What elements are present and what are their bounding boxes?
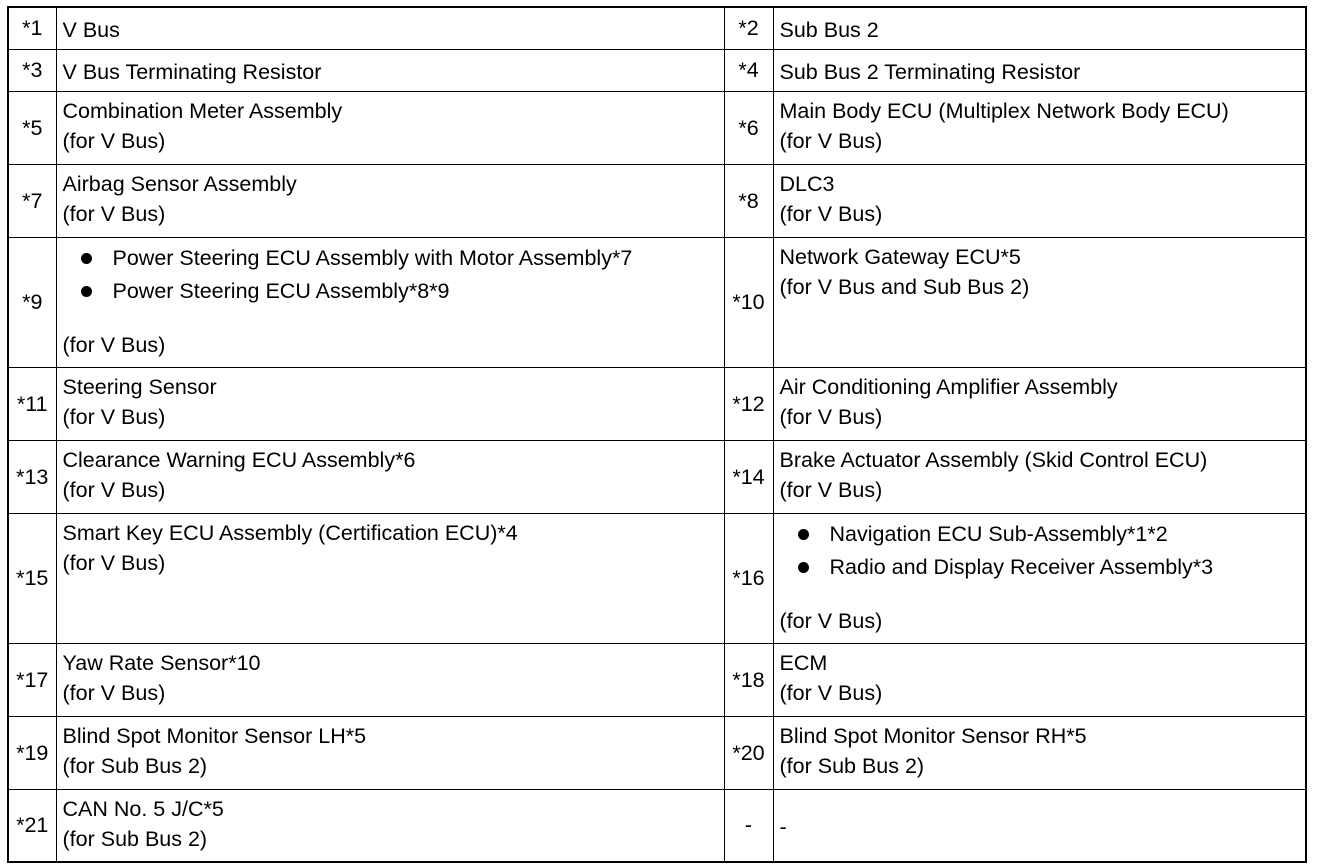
component-name: DLC3	[779, 171, 835, 196]
table-row	[8, 643, 1306, 716]
callout-number: *15	[8, 513, 56, 643]
bus-note: (for V Bus)	[62, 201, 166, 226]
component-description	[773, 513, 1306, 643]
table-row	[8, 7, 1306, 49]
component-description	[56, 367, 724, 440]
callout-number: *1	[8, 7, 56, 49]
component-name: V Bus	[62, 18, 120, 43]
bus-note: (for V Bus)	[62, 332, 166, 357]
bus-note: (for V Bus)	[62, 550, 166, 575]
callout-number: *16	[724, 513, 773, 643]
callout-number: *13	[8, 440, 56, 513]
component-name: V Bus Terminating Resistor	[62, 60, 322, 84]
callout-number: *17	[8, 643, 56, 716]
bus-note: (for V Bus)	[62, 477, 166, 502]
component-name: Brake Actuator Assembly (Skid Control ECU)	[779, 447, 1208, 472]
component-description	[56, 49, 724, 91]
component-name: Airbag Sensor Assembly	[62, 171, 297, 196]
callout-number: *3	[8, 49, 56, 91]
component-name: Steering Sensor	[62, 374, 217, 399]
bus-note: (for V Bus)	[779, 608, 883, 633]
bullet-list	[780, 518, 1300, 584]
component-description	[773, 789, 1306, 862]
component-description	[773, 7, 1306, 49]
component-name: -	[779, 815, 787, 840]
callout-number: *4	[724, 49, 773, 91]
component-name: Sub Bus 2 Terminating Resistor	[779, 60, 1081, 84]
callout-number: *19	[8, 716, 56, 789]
component-description	[56, 789, 724, 862]
component-description	[773, 367, 1306, 440]
callout-number: -	[724, 789, 773, 862]
bullet-list	[63, 242, 718, 308]
bus-note: (for V Bus)	[779, 201, 883, 226]
legend-body	[8, 7, 1306, 862]
component-description	[773, 643, 1306, 716]
callout-number: *5	[8, 91, 56, 164]
component-name: Sub Bus 2	[779, 18, 879, 43]
component-description	[56, 164, 724, 237]
component-name: Combination Meter Assembly	[62, 98, 343, 123]
table-row	[8, 91, 1306, 164]
component-name: Blind Spot Monitor Sensor LH*5	[62, 723, 367, 748]
bullet-item: Power Steering ECU Assembly with Motor Assembly*7	[75, 242, 718, 275]
component-description	[56, 513, 724, 643]
component-description	[773, 237, 1306, 367]
callout-number: *10	[724, 237, 773, 367]
bus-note: (for Sub Bus 2)	[779, 753, 925, 778]
bullet-item: Power Steering ECU Assembly*8*9	[75, 275, 718, 308]
bus-note: (for V Bus and Sub Bus 2)	[779, 274, 1030, 299]
component-name: Smart Key ECU Assembly (Certification ECU)*4	[62, 520, 518, 545]
bus-note: (for V Bus)	[779, 404, 883, 429]
table-row	[8, 789, 1306, 862]
component-name: Blind Spot Monitor Sensor RH*5	[779, 723, 1087, 748]
callout-number: *6	[724, 91, 773, 164]
component-name: Main Body ECU (Multiplex Network Body ECU)	[779, 98, 1229, 123]
bullet-item: Navigation ECU Sub-Assembly*1*2	[792, 518, 1300, 551]
bus-note: (for V Bus)	[779, 128, 883, 153]
bus-note: (for Sub Bus 2)	[62, 826, 208, 851]
component-description	[773, 164, 1306, 237]
bus-note: (for V Bus)	[779, 680, 883, 705]
callout-number: *11	[8, 367, 56, 440]
component-name: Air Conditioning Amplifier Assembly	[779, 374, 1118, 399]
table-row	[8, 164, 1306, 237]
callout-number: *8	[724, 164, 773, 237]
component-legend-table	[7, 6, 1307, 863]
component-name: ECM	[779, 650, 828, 675]
component-name: Clearance Warning ECU Assembly*6	[62, 447, 416, 472]
table-row	[8, 716, 1306, 789]
component-description	[773, 49, 1306, 91]
callout-number: *14	[724, 440, 773, 513]
bus-note: (for V Bus)	[62, 680, 166, 705]
bullet-item: Radio and Display Receiver Assembly*3	[792, 551, 1300, 584]
component-description	[773, 91, 1306, 164]
component-description	[56, 716, 724, 789]
component-name: Yaw Rate Sensor*10	[62, 650, 261, 675]
callout-number: *18	[724, 643, 773, 716]
component-description	[56, 237, 724, 367]
callout-number: *7	[8, 164, 56, 237]
callout-number: *21	[8, 789, 56, 862]
table-row	[8, 49, 1306, 91]
component-name: CAN No. 5 J/C*5	[62, 796, 224, 821]
bus-note: (for Sub Bus 2)	[62, 753, 208, 778]
bus-note: (for V Bus)	[779, 477, 883, 502]
callout-number: *2	[724, 7, 773, 49]
callout-number: *9	[8, 237, 56, 367]
component-description	[773, 440, 1306, 513]
table-row	[8, 237, 1306, 367]
bus-note: (for V Bus)	[62, 404, 166, 429]
component-description	[56, 440, 724, 513]
component-description	[56, 7, 724, 49]
table-row	[8, 367, 1306, 440]
callout-number: *12	[724, 367, 773, 440]
table-row	[8, 440, 1306, 513]
callout-number: *20	[724, 716, 773, 789]
component-description	[773, 716, 1306, 789]
component-description	[56, 643, 724, 716]
component-name: Network Gateway ECU*5	[779, 244, 1021, 269]
bus-note: (for V Bus)	[62, 128, 166, 153]
table-row	[8, 513, 1306, 643]
component-description	[56, 91, 724, 164]
